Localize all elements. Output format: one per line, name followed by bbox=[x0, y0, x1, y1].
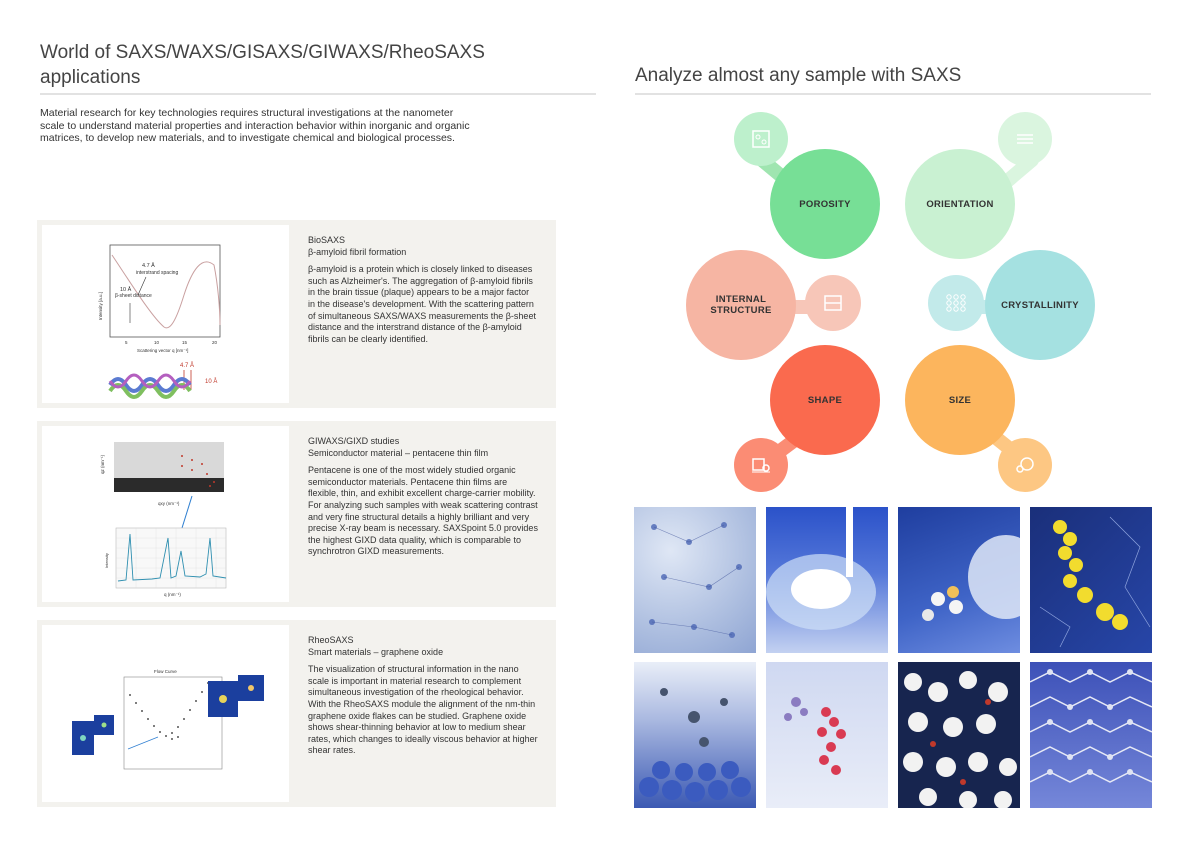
giwaxs-xlabel2: q (nm⁻¹) bbox=[164, 592, 181, 597]
orientation-circle bbox=[905, 149, 1015, 259]
giwaxs-ylabel2: Intensity bbox=[104, 553, 109, 568]
title-divider bbox=[40, 93, 596, 95]
giwaxs-subtitle: Semiconductor material – pentacene thin film bbox=[308, 447, 489, 458]
photo-molecule-yellow bbox=[1030, 507, 1152, 653]
biosaxs-label-a: 4.7 Å bbox=[142, 263, 155, 269]
photo-granules bbox=[898, 662, 1020, 808]
biosaxs-tick: 10 bbox=[154, 340, 160, 345]
giwaxs-arrow bbox=[182, 496, 192, 528]
crystallinity-circle bbox=[985, 250, 1095, 360]
shape-circle bbox=[770, 345, 880, 455]
intro-paragraph: Material research for key technologies requires structural investigations at the nanometer scale to understand material properties and interaction behavior within inorganic and organic matrices, to develop new materials, and to investigate chemical and biological processes. bbox=[40, 107, 470, 144]
giwaxs-horizon bbox=[114, 478, 224, 492]
rheosaxs-figure bbox=[42, 625, 289, 802]
shape-icon-circle bbox=[734, 438, 788, 492]
giwaxs-body: Pentacene is one of the most widely studied organic semiconductor materials. Pentacene thin films are flexible, thin, and exhibit excellent charge-carrier mobility. For analyzing such samples with weak scattering contrast and very fine structural details a highly brilliant and very precise X-ray beam is necessary. SAXSpoint 5.0 provides the highest GIXD data quality, which is comparable to synchrotron GIXD measurements. bbox=[308, 465, 538, 557]
photo-nanoparticles bbox=[634, 662, 756, 808]
orientation-icon-circle bbox=[998, 112, 1052, 166]
internal-structure-label bbox=[710, 294, 771, 316]
biosaxs-chart bbox=[42, 225, 289, 403]
giwaxs-card bbox=[37, 421, 556, 607]
giwaxs-chart bbox=[42, 426, 289, 602]
biosaxs-kicker: BioSAXS bbox=[308, 235, 346, 245]
rheosaxs-body: The visualization of structural information in the nano scale is important in material research to complement simultaneous investigation of the rheological behavior. With the RheoSAXS module the alignment of the nm-thin graphene oxide flakes can be studied. Graphene oxide shows shear-thinning behavior at low to medium shear rates, which changes to ideally viscous behavior at higher shear rates. bbox=[308, 664, 538, 756]
shape-label: SHAPE bbox=[807, 394, 843, 406]
rheosaxs-plot-title: Flow Curve bbox=[154, 669, 177, 674]
rheosaxs-kicker: RheoSAXS bbox=[308, 635, 354, 645]
size-circle bbox=[905, 345, 1015, 455]
rheosaxs-text bbox=[308, 635, 538, 757]
rheosaxs-card bbox=[37, 620, 556, 807]
biosaxs-label-b: 10 Å bbox=[120, 287, 132, 293]
biosaxs-marker-1: 4.7 Å bbox=[180, 363, 195, 369]
orientation-label: ORIENTATION bbox=[926, 198, 994, 210]
biosaxs-label-a2: interstrand spacing bbox=[136, 270, 179, 276]
giwaxs-text bbox=[308, 436, 538, 558]
porosity-icon-circle bbox=[734, 112, 788, 166]
page-title-line1: World of SAXS/WAXS/GISAXS/GIWAXS/RheoSAXS bbox=[40, 42, 485, 63]
biosaxs-tick: 15 bbox=[182, 340, 188, 345]
photo-pills bbox=[898, 507, 1020, 653]
internal-structure-line2: STRUCTURE bbox=[710, 305, 772, 316]
internal-structure-icon-circle bbox=[805, 275, 861, 331]
rheosaxs-subtitle: Smart materials – graphene oxide bbox=[308, 646, 444, 657]
biosaxs-tick: 20 bbox=[212, 340, 218, 345]
giwaxs-xlabel: qxy (nm⁻¹) bbox=[158, 501, 180, 506]
photo-graphene bbox=[1030, 662, 1152, 808]
biosaxs-figure bbox=[42, 225, 289, 403]
size-label: SIZE bbox=[948, 394, 972, 406]
photo-cells bbox=[634, 507, 756, 653]
photo-cream bbox=[766, 507, 888, 653]
right-section-title: Analyze almost any sample with SAXS bbox=[635, 65, 962, 86]
photo-protein bbox=[766, 662, 888, 808]
porosity-circle bbox=[770, 149, 880, 259]
fibril-illustration bbox=[110, 375, 190, 397]
biosaxs-body: β-amyloid is a protein which is closely linked to diseases such as Alzheimer's. The aggregation of β-amyloid fibrils in the brain tissue (plaque) appears to be a major factor in the disease's development. With the scattering pattern of simultaneous SAXS/WAXS measurements the β-sheet distance and the interstrand distance of the β-amyloid fibrils can be clearly identified. bbox=[308, 264, 536, 344]
internal-structure-icon bbox=[822, 292, 844, 314]
page-title-line2: applications bbox=[40, 67, 141, 88]
biosaxs-subtitle: β-amyloid fibril formation bbox=[308, 246, 407, 257]
giwaxs-ylabel: qz (nm⁻¹) bbox=[100, 454, 105, 474]
biosaxs-tick: 5 bbox=[125, 340, 128, 345]
biosaxs-ylabel: Intensity [a.u.] bbox=[98, 291, 103, 320]
giwaxs-figure bbox=[42, 426, 289, 602]
page-title bbox=[40, 40, 560, 90]
internal-structure-circle bbox=[686, 250, 796, 360]
giwaxs-kicker: GIWAXS/GIXD studies bbox=[308, 436, 400, 446]
rheosaxs-chart bbox=[42, 625, 289, 802]
size-icon-circle bbox=[998, 438, 1052, 492]
crystallinity-icon bbox=[944, 292, 968, 314]
biosaxs-label-b2: β-sheet distance bbox=[115, 293, 152, 299]
crystallinity-label: CRYSTALLINITY bbox=[1001, 299, 1079, 311]
biosaxs-xlabel: Scattering vector q [nm⁻¹] bbox=[137, 348, 189, 353]
internal-structure-line1: INTERNAL bbox=[715, 294, 767, 305]
biosaxs-marker-2: 10 Å bbox=[205, 379, 218, 385]
rheosaxs-plot-frame bbox=[124, 677, 222, 769]
shape-icon bbox=[750, 454, 772, 476]
biosaxs-card bbox=[37, 220, 556, 408]
porosity-label: POROSITY bbox=[799, 198, 851, 210]
orientation-icon bbox=[1014, 128, 1036, 150]
crystallinity-icon-circle bbox=[928, 275, 984, 331]
biosaxs-text bbox=[308, 235, 538, 345]
size-icon bbox=[1014, 454, 1036, 476]
right-title-divider bbox=[635, 93, 1151, 95]
porosity-icon bbox=[750, 128, 772, 150]
